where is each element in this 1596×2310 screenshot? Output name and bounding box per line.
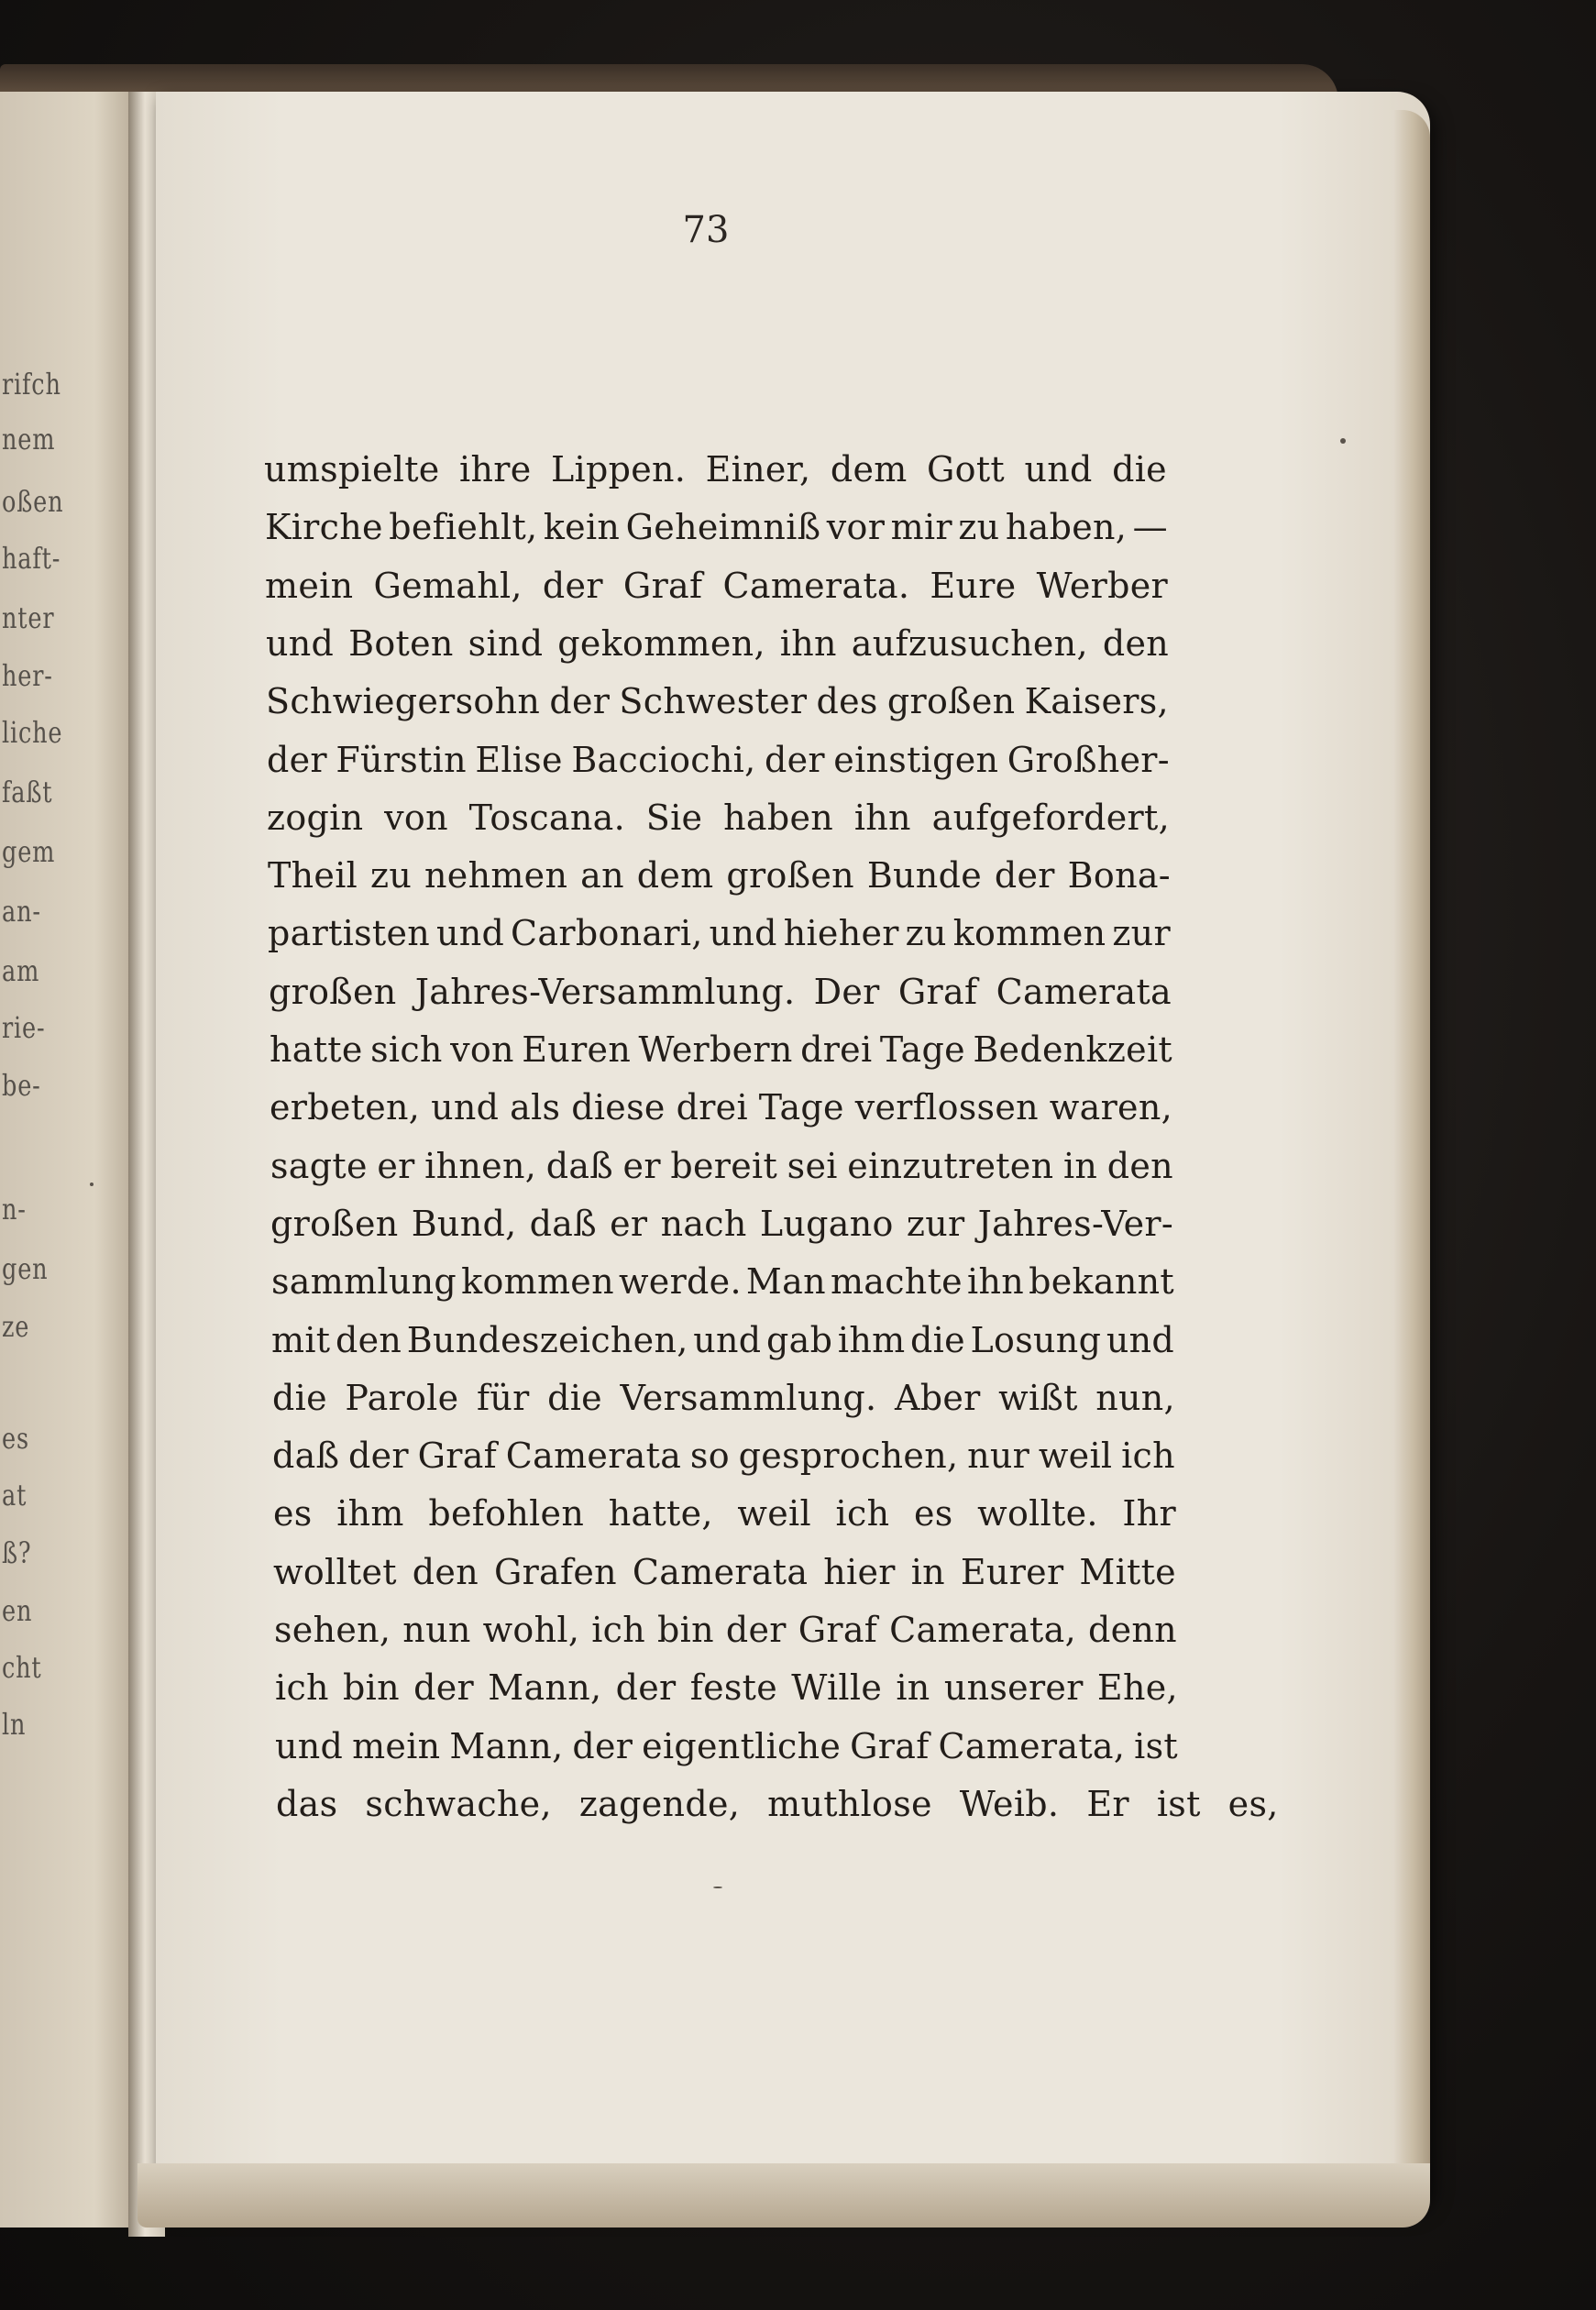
text-line (271, 1309, 1174, 1360)
text-word: — (1132, 507, 1168, 547)
text-word: Tage (758, 1087, 844, 1128)
text-word: waren, (1049, 1087, 1172, 1128)
text-word: und (709, 913, 777, 953)
text-word: Werber (1036, 566, 1168, 606)
text-word: es (913, 1493, 953, 1534)
text-word: Er (1086, 1784, 1129, 1824)
text-word: es, (1227, 1784, 1279, 1824)
text-word: dem (830, 449, 908, 490)
text-word: Fürstin (336, 740, 467, 780)
text-word: sich (370, 1029, 443, 1070)
text-word: bin (657, 1610, 714, 1650)
text-word: Theil (268, 855, 358, 896)
left-page-fragment: es (2, 1421, 29, 1456)
text-word: Graf (622, 566, 703, 606)
text-word: werde. (618, 1261, 742, 1302)
left-page-fragment: rifch (2, 367, 61, 402)
text-word: Bund, (411, 1204, 517, 1244)
text-word: zur (906, 1204, 965, 1244)
text-word: wißt (998, 1378, 1078, 1418)
text-word: Schwester (619, 681, 808, 721)
text-line (270, 1076, 1172, 1128)
left-page-fragment: en (2, 1593, 33, 1628)
text-word: diese (571, 1087, 666, 1128)
text-line (265, 496, 1168, 547)
text-word: dem (636, 855, 714, 896)
text-word: ist (1156, 1784, 1201, 1824)
text-word: die (1112, 449, 1167, 490)
text-word: Jahres-Ver- (977, 1204, 1173, 1244)
text-word: die (910, 1320, 965, 1360)
text-word: ihn (779, 623, 837, 664)
text-word: aufzusuchen, (851, 623, 1088, 664)
text-word: hatte (270, 1029, 363, 1070)
text-word: unserer (943, 1667, 1084, 1708)
text-word: zogin (267, 798, 364, 838)
text-line (269, 961, 1172, 1012)
text-word: Großher- (1007, 740, 1170, 780)
text-word: ihn (853, 798, 911, 838)
left-page-fragment: ß? (2, 1535, 32, 1570)
text-word: kein (543, 507, 621, 547)
text-word: drei (676, 1087, 748, 1128)
text-word: verflossen (854, 1087, 1039, 1128)
text-word: erbeten, (270, 1087, 421, 1128)
text-word: ich (835, 1493, 890, 1534)
text-word: Mann, (449, 1726, 564, 1766)
text-word: Camerata (996, 972, 1172, 1012)
text-word: ihre (459, 449, 532, 490)
text-word: ihnen, (424, 1146, 537, 1186)
text-line (267, 786, 1170, 838)
text-line (276, 1773, 1279, 1824)
text-word: Ihr (1122, 1493, 1176, 1534)
paper-speck (1340, 438, 1346, 444)
text-word: Mitte (1079, 1552, 1176, 1592)
text-word: einzutreten (847, 1146, 1054, 1186)
text-word: Wille (791, 1667, 883, 1708)
text-word: wolltet (273, 1552, 397, 1592)
text-word: Graf (417, 1436, 498, 1476)
left-page-fragment: liche (2, 715, 63, 750)
text-word: der (994, 855, 1055, 896)
text-word: des (816, 681, 878, 721)
text-word: und (1024, 449, 1093, 490)
text-word: mein (265, 566, 354, 606)
text-word: befohlen (428, 1493, 585, 1534)
left-page-fragment: her- (2, 658, 53, 693)
text-word: Bundeszeichen, (406, 1320, 688, 1360)
text-word: hatte, (608, 1493, 713, 1534)
text-word: denn (1087, 1610, 1177, 1650)
text-word: und (435, 913, 505, 953)
left-page-fragment: cht (2, 1650, 42, 1685)
text-word: von (384, 798, 448, 838)
text-word: nun, (1095, 1378, 1175, 1418)
left-page-fragment: n- (2, 1192, 27, 1226)
text-word: Graf (798, 1610, 878, 1650)
left-page-fragment: ze (2, 1309, 30, 1344)
text-word: sammlung (271, 1261, 457, 1302)
text-line (264, 438, 1167, 490)
text-word: Weib. (959, 1784, 1060, 1824)
text-word: muthlose (767, 1784, 932, 1824)
text-word: weil (737, 1493, 811, 1534)
text-word: gab (766, 1320, 833, 1360)
text-line (271, 1250, 1174, 1302)
text-word: sehen, (274, 1610, 391, 1650)
text-word: Jahres-Versammlung. (414, 972, 796, 1012)
text-word: er (622, 1146, 661, 1186)
text-word: der (615, 1667, 677, 1708)
text-word: schwache, (365, 1784, 552, 1824)
text-line (268, 902, 1171, 953)
text-word: sagte (270, 1146, 368, 1186)
text-line (266, 612, 1169, 664)
left-page-fragment: be- (2, 1068, 41, 1103)
text-word: wollte. (977, 1493, 1098, 1534)
text-word: der (413, 1667, 475, 1708)
text-word: Parole (345, 1378, 459, 1418)
text-word: daß (545, 1146, 613, 1186)
text-word: ihm (336, 1493, 404, 1534)
text-line (267, 729, 1170, 780)
text-word: in (896, 1667, 930, 1708)
left-page-fragment: ln (2, 1707, 27, 1742)
text-word: Toscana. (468, 798, 625, 838)
text-word: das (276, 1784, 338, 1824)
text-word: Camerata (505, 1436, 682, 1476)
text-word: er (610, 1204, 648, 1244)
text-word: Sie (645, 798, 703, 838)
text-line (270, 1018, 1172, 1070)
text-word: Bunde (866, 855, 982, 896)
text-word: den (1106, 1146, 1173, 1186)
text-word: der (347, 1436, 409, 1476)
text-word: für (476, 1378, 530, 1418)
text-word: großen (269, 972, 397, 1012)
left-page-fragment: gem (2, 834, 56, 869)
text-word: Bacciochi, (571, 740, 756, 780)
text-word: Losung (970, 1320, 1102, 1360)
text-word: Boten (348, 623, 454, 664)
text-word: zu (905, 913, 947, 953)
text-word: und (266, 623, 335, 664)
text-word: und (693, 1320, 762, 1360)
text-word: feste (689, 1667, 778, 1708)
left-page-fragment: gen (2, 1251, 49, 1286)
text-word: einstigen (833, 740, 999, 780)
text-word: weil (1038, 1436, 1113, 1476)
text-line (272, 1367, 1175, 1418)
text-word: Kirche (265, 507, 383, 547)
text-word: die (547, 1378, 602, 1418)
text-word: Lippen. (550, 449, 687, 490)
text-word: so (689, 1436, 730, 1476)
text-word: haben, (1005, 507, 1128, 547)
text-word: nur (967, 1436, 1030, 1476)
left-page-fragment: an- (2, 894, 41, 929)
text-word: befiehlt, (389, 507, 538, 547)
text-word: in (910, 1552, 945, 1592)
text-word: gekommen, (557, 623, 765, 664)
left-page-fragment: am (2, 953, 40, 988)
text-word: Gott (927, 449, 1005, 490)
text-word: als (510, 1087, 561, 1128)
text-word: Mann, (488, 1667, 602, 1708)
text-word: und (431, 1087, 500, 1128)
text-word: mit (271, 1320, 331, 1360)
text-word: Camerata, (938, 1726, 1126, 1766)
text-word: Grafen (493, 1552, 617, 1592)
text-word: Camerata (632, 1552, 809, 1592)
text-word: bin (343, 1667, 400, 1708)
text-word: ich (275, 1667, 329, 1708)
text-word: den (1102, 623, 1169, 664)
text-word: und (1106, 1320, 1174, 1360)
text-word: bekannt (1029, 1261, 1174, 1302)
text-word: machte (830, 1261, 963, 1302)
text-word: Carbonari, (511, 913, 703, 953)
text-word: Schwiegersohn (266, 681, 541, 721)
text-word: nach (660, 1204, 747, 1244)
text-word: Versammlung. (620, 1378, 877, 1418)
text-word: daß (272, 1436, 340, 1476)
left-page-fragment: oßen (2, 484, 64, 519)
text-word: nun (402, 1610, 471, 1650)
text-line (270, 1193, 1173, 1244)
text-word: er (377, 1146, 415, 1186)
text-word: hier (823, 1552, 896, 1592)
text-word: großen (270, 1204, 399, 1244)
text-word: Einer, (705, 449, 811, 490)
text-word: Tage (879, 1029, 965, 1070)
text-word: zu (370, 855, 413, 896)
text-word: von (450, 1029, 514, 1070)
text-word: partisten (268, 913, 431, 953)
text-word: eigentliche (642, 1726, 842, 1766)
text-word: nehmen (424, 855, 568, 896)
left-page-fragment: rie- (2, 1010, 46, 1045)
text-word: Man (745, 1261, 826, 1302)
text-word: daß (529, 1204, 597, 1244)
text-word: Camerata. (722, 566, 910, 606)
text-word: es (273, 1493, 313, 1534)
text-word: die (272, 1378, 327, 1418)
text-word: kommen (952, 913, 1106, 953)
text-word: Graf (850, 1726, 930, 1766)
text-line (273, 1541, 1176, 1592)
text-word: ich (591, 1610, 646, 1650)
left-page-fragment: faßt (2, 775, 53, 809)
text-word: Bona- (1067, 855, 1171, 896)
text-line (272, 1424, 1175, 1476)
text-word: Eure (930, 566, 1017, 606)
text-word: sei (787, 1146, 838, 1186)
text-word: und (275, 1726, 344, 1766)
text-word: ihn (967, 1261, 1025, 1302)
page-edge-bottom (138, 2163, 1430, 2228)
text-word: Kaisers, (1024, 681, 1169, 721)
text-word: zu (958, 507, 1000, 547)
text-word: der (267, 740, 327, 780)
text-word: umspielte (264, 449, 440, 490)
left-page-fragment: nem (2, 422, 56, 456)
left-page-fragment: at (2, 1478, 28, 1512)
text-word: großen (886, 681, 1016, 721)
paper-speck (713, 1886, 722, 1888)
left-page-fragment: nter (2, 600, 55, 635)
text-word: wohl, (482, 1610, 580, 1650)
text-word: Gemahl, (373, 566, 523, 606)
text-word: bereit (670, 1146, 778, 1186)
text-word: Eurer (960, 1552, 1064, 1592)
text-word: großen (726, 855, 854, 896)
text-line (268, 844, 1171, 896)
text-word: ist (1134, 1726, 1178, 1766)
text-word: drei (800, 1029, 873, 1070)
text-word: der (572, 1726, 633, 1766)
text-word: Camerata, (889, 1610, 1076, 1650)
left-page-fragment: haft- (2, 541, 61, 576)
text-word: den (412, 1552, 479, 1592)
text-word: an (580, 855, 624, 896)
text-word: zagende, (578, 1784, 741, 1824)
text-word: der (764, 740, 825, 780)
text-word: sind (468, 623, 544, 664)
text-word: Euren (522, 1029, 632, 1070)
text-word: Werbern (638, 1029, 793, 1070)
text-word: Lugano (759, 1204, 894, 1244)
paper-speck (90, 1182, 94, 1186)
text-line (273, 1482, 1176, 1534)
text-word: aufgefordert, (931, 798, 1170, 838)
text-word: Ehe, (1096, 1667, 1178, 1708)
text-line (265, 555, 1168, 606)
text-word: ich (1121, 1436, 1175, 1476)
text-word: Elise (475, 740, 563, 780)
text-line (274, 1599, 1177, 1650)
text-line (270, 1135, 1173, 1186)
text-word: Der (813, 972, 880, 1012)
text-word: der (549, 681, 611, 721)
left-page (0, 92, 136, 2228)
text-word: der (542, 566, 603, 606)
text-word: der (725, 1610, 787, 1650)
text-word: kommen (461, 1261, 614, 1302)
text-word: mein (352, 1726, 441, 1766)
text-word: den (335, 1320, 402, 1360)
text-line (275, 1656, 1178, 1708)
page-edge-right (1393, 110, 1430, 2200)
text-line (275, 1715, 1178, 1766)
text-line (266, 670, 1169, 721)
text-word: Bedenkzeit (973, 1029, 1172, 1070)
text-word: gesprochen, (738, 1436, 959, 1476)
text-word: hieher (783, 913, 899, 953)
text-word: zur (1112, 913, 1171, 953)
text-word: in (1062, 1146, 1098, 1186)
text-word: Aber (894, 1378, 981, 1418)
page-number: 73 (682, 209, 730, 251)
text-word: Graf (897, 972, 978, 1012)
text-word: Geheimniß (625, 507, 821, 547)
text-word: haben (723, 798, 834, 838)
text-word: mir (890, 507, 952, 547)
text-word: ihm (837, 1320, 906, 1360)
text-word: vor (826, 507, 886, 547)
